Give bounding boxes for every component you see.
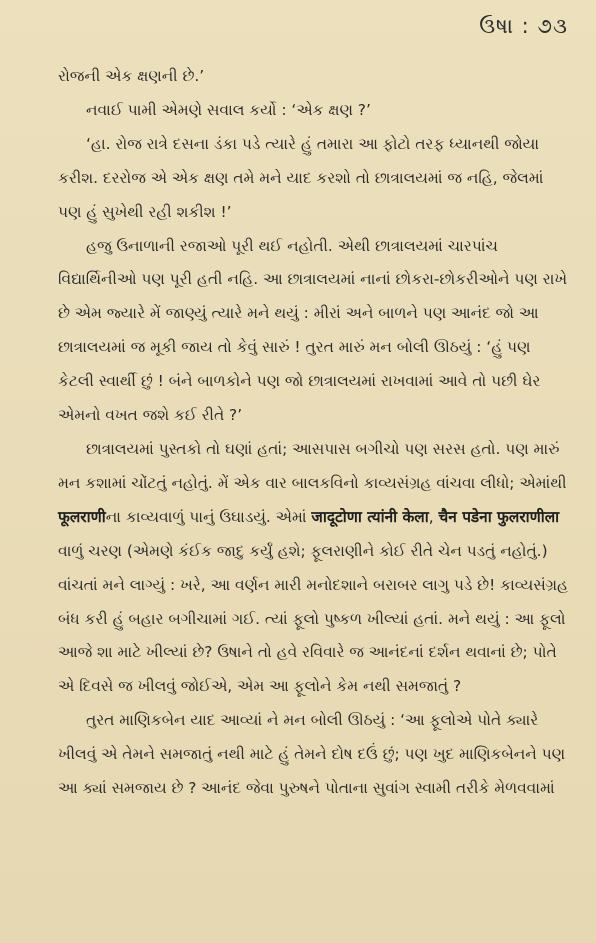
text-run: ના કાવ્યવાળું પાનું ઉઘાડયું. એમાં: [105, 507, 312, 526]
paragraph: [58, 433, 570, 704]
running-head-page-number: ઉષા : ૭૩: [479, 14, 568, 38]
paragraph: [58, 60, 570, 94]
bold-quote: फूलराणी: [58, 507, 106, 526]
paragraph: [58, 230, 570, 433]
paragraph: [58, 94, 570, 128]
paragraph: [58, 128, 570, 230]
text-run: ,: [428, 507, 439, 526]
text-run: છાત્રાલયમાં પુસ્તકો તો ઘણાં હતાં; આસપાસ બગીચો પણ સરસ હતો. પણ મારું મન કશામાં ચોંટતું નહોતું. મેં એક વાર બાલકવિનો કાવ્યસંગ્રહ વાંચવા લીધો; એમાંથી: [58, 439, 567, 492]
text-run: નવાઈ પામી એમણે સવાલ કર્યો : ‘એક ક્ષણ ?’: [86, 100, 371, 119]
bold-quote: जादूटोणा त्यांनी केला: [311, 507, 429, 526]
bold-quote: चैन पडेना फुलराणीला: [438, 507, 560, 526]
text-run: વાળું ચરણ (એમણે કંઈક જાદુ કર્યું હશે; ફૂલરાણીને કોઈ રીતે ચેન પડતું નહોતું.) વાંચતાં મને લાગ્યું : ખરે, આ વર્ણન મારી મનોદશાને બરાબર લાગુ પડે છે! કાવ્યસંગ્રહ બંધ કરી હું બહાર બગીચામાં ગઈ. ત્યાં ફૂલો પુષ્કળ ખીલ્યાં હતાં. મને થયું : આ ફૂલો આજે શા માટે ખીલ્યાં છે? ઉષાને તો હવે રવિવારે જ આનંદનાં દર્શન થવાનાં છે; પોતે એ દિવસે જ ખીલવું જોઈએ, એમ આ ફૂલોને કેમ નથી સમજાતું ?: [58, 541, 568, 696]
text-run: રોજની એક ક્ષણની છે.’: [58, 67, 205, 85]
body-text: [58, 60, 570, 806]
text-run: તુરત માણિકબેન યાદ આવ્યાં ને મન બોલી ઊઠયું : ‘આ ફૂલોએ પોતે ક્યારે ખીલવું એ તેમને સમજાતું નથી માટે હું તેમને દોષ દઉં છું; પણ ખુદ માણિકબેનને પણ આ ક્યાં સમજાય છે ? આનંદ જેવા પુરુષને પોતાના સુવાંગ સ્વામી તરીકે મેળવવામાં: [58, 711, 565, 798]
text-run: હજુ ઉનાળાની રજાઓ પૂરી થઈ નહોતી. એથી છાત્રાલયમાં ચારપાંચ વિદ્યાર્થિનીઓ પણ પૂરી હતી નહિ. આ છાત્રાલયમાં નાનાં છોકરા-છોકરીઓને પણ રાખે છે એમ જ્યારે મેં જાણ્યું ત્યારે મને થયું : મીરાં અને બાળને પણ આનંદ જો આ છાત્રાલયમાં જ મૂકી જાય તો કેવું સારું ! તુરત મારું મન બોલી ઊઠયું : ‘હું પણ કેટલી સ્વાર્થી છું ! બંને બાળકોને પણ જો છાત્રાલયમાં રાખવામાં આવે તો પછી ઘેર એમનો વખત જશે કઈ રીતે ?’: [58, 236, 568, 425]
text-run: ‘હા. રોજ રાત્રે દસના ડંકા પડે ત્યારે હું તમારા આ ફોટો તરફ ધ્યાનથી જોયા કરીશ. દરરોજ એ એક ક્ષણ તમે મને યાદ કરશો તો છાત્રાલયમાં જ નહિ, જેલમાં પણ હું સુખેથી રહી શકીશ !’: [58, 134, 544, 221]
paragraph: [58, 704, 570, 806]
